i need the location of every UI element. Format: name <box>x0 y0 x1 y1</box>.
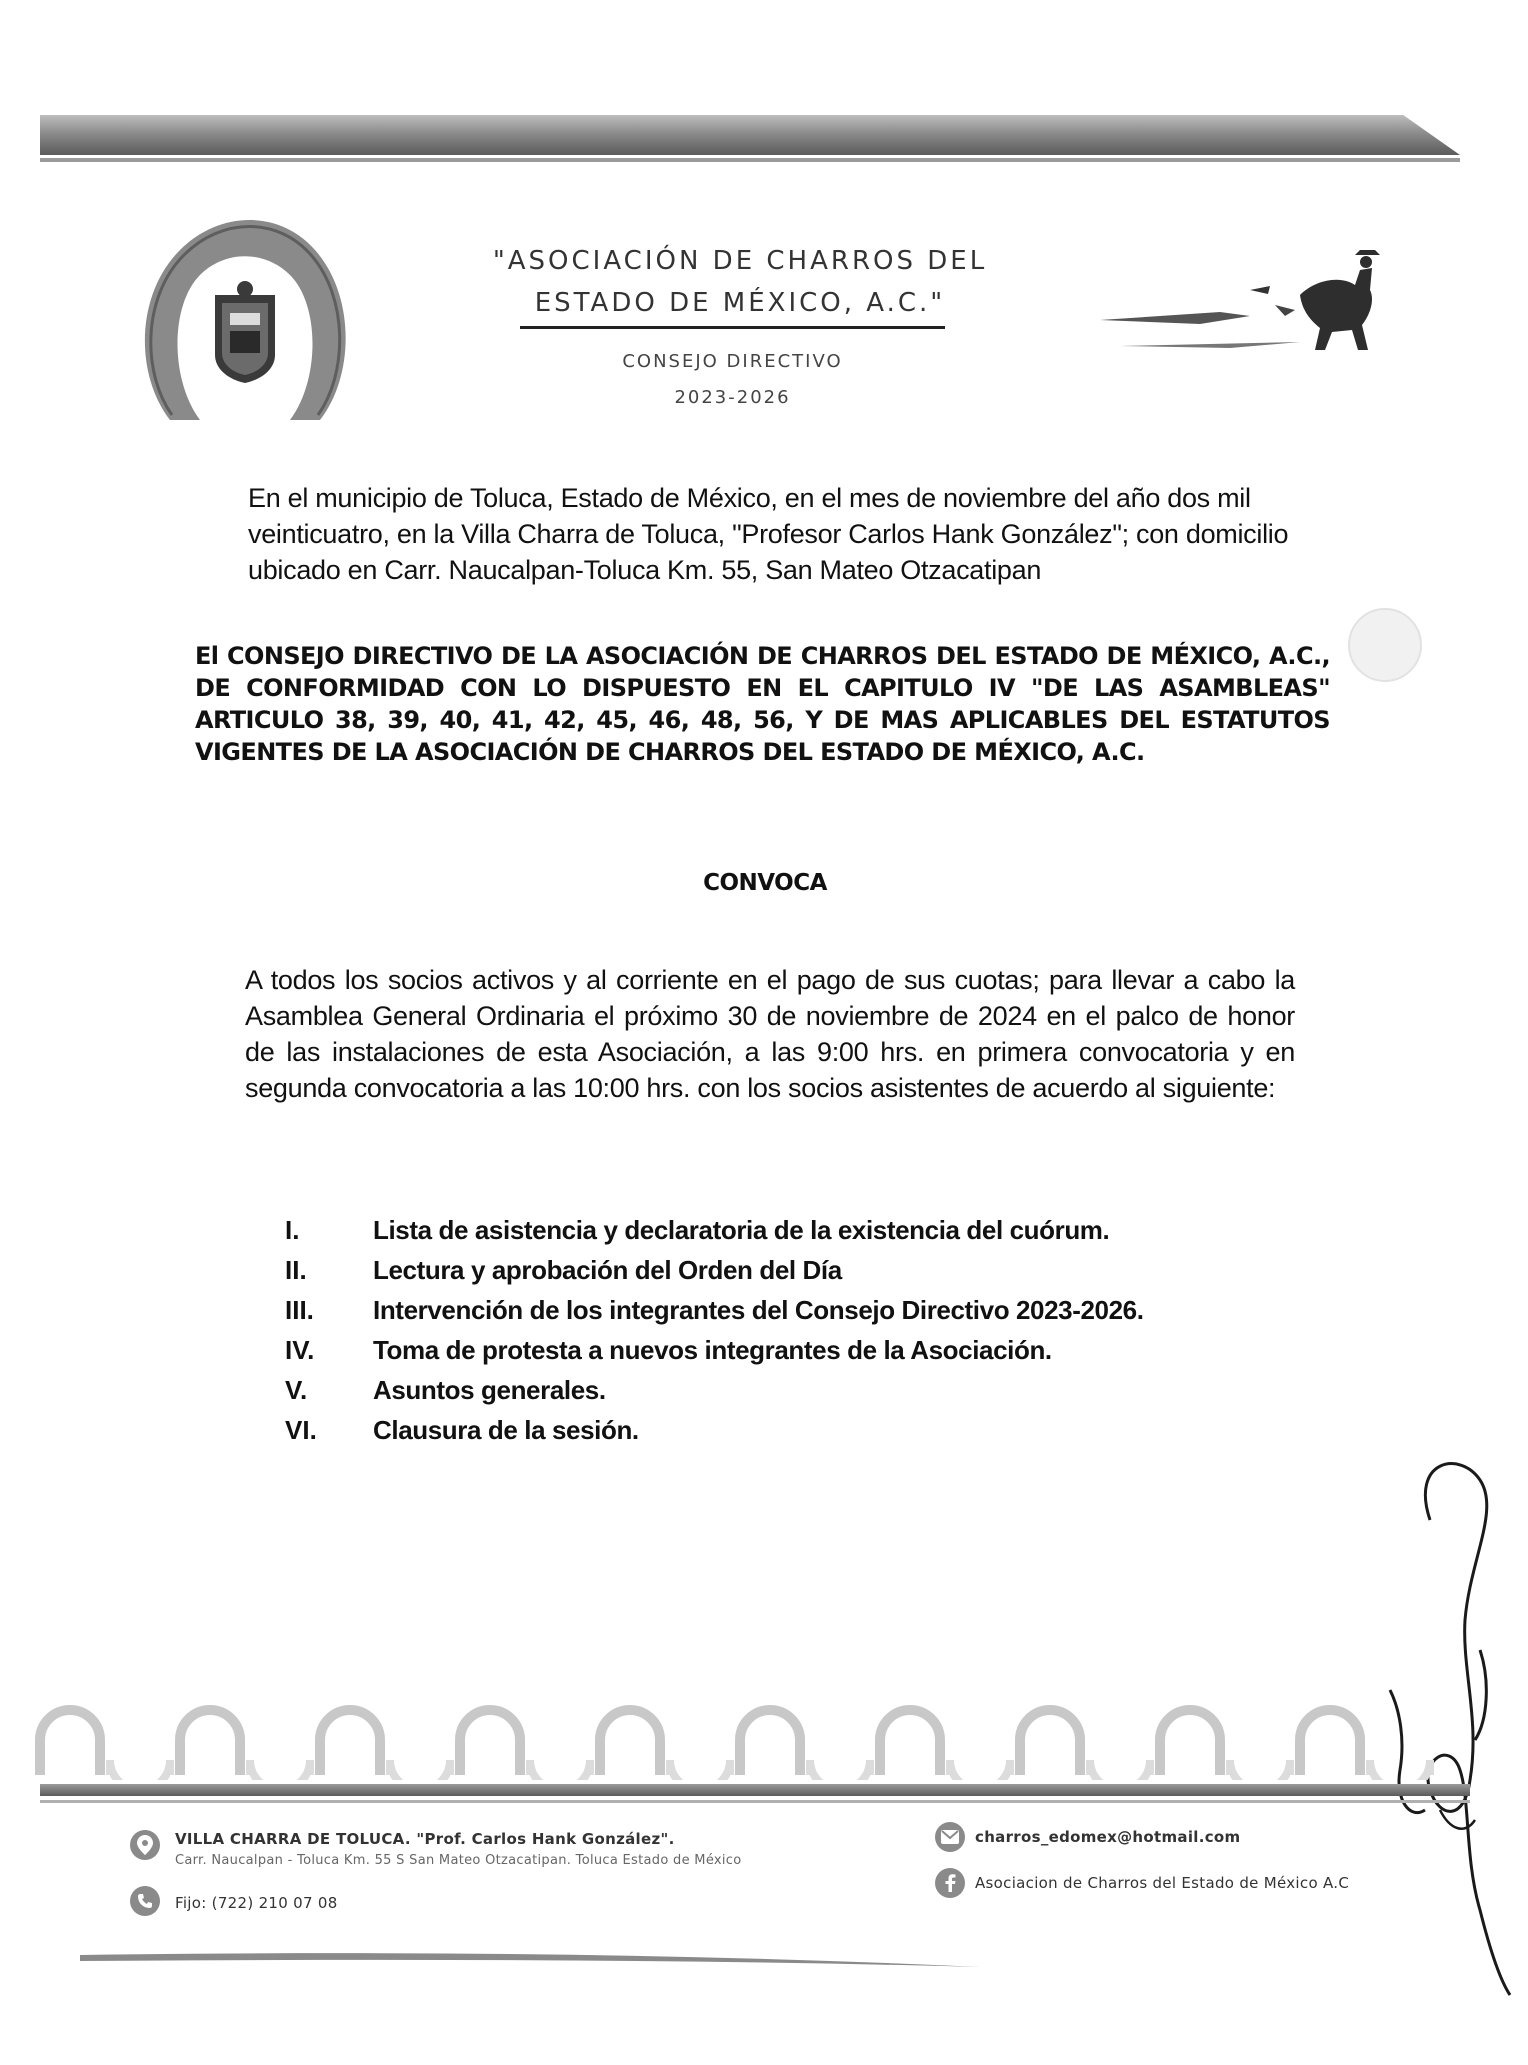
phone-icon <box>130 1886 160 1916</box>
agenda-text: Lectura y aprobación del Orden del Día <box>373 1254 842 1285</box>
organization-title <box>420 240 1060 324</box>
location-pin-icon <box>130 1830 160 1860</box>
council-label: CONSEJO DIRECTIVO <box>622 351 843 372</box>
agenda-item <box>285 1210 1285 1250</box>
footer-facebook[interactable]: Asociacion de Charros del Estado de México A.C <box>975 1874 1350 1892</box>
agenda-number: II. <box>285 1254 307 1285</box>
header-divider <box>520 326 945 329</box>
agenda-number: I. <box>285 1214 300 1245</box>
call-paragraph: A todos los socios activos y al corriente en el pago de sus cuotas; para llevar a cabo la Asamblea General Ordinaria el próximo 30 de noviembre de 2024 en el palco de honor de las instalaciones de esta Asociación, a las 9:00 hrs. en primera convocatoria y en segunda convocatoria a las 10:00 hrs. con los socios asistentes de acuerdo al siguiente: <box>245 965 1295 1103</box>
convoca-heading: CONVOCA <box>703 870 827 896</box>
agenda-number: VI. <box>285 1414 317 1445</box>
organization-title-line1: "ASOCIACIÓN DE CHARROS DEL <box>492 246 988 276</box>
agenda-item <box>285 1250 1285 1290</box>
seal-stamp <box>1345 605 1425 685</box>
facebook-icon <box>935 1868 965 1898</box>
agenda-item <box>285 1330 1285 1370</box>
agenda-text: Clausura de la sesión. <box>373 1414 639 1445</box>
intro-paragraph: En el municipio de Toluca, Estado de México, en el mes de noviembre del año dos mil veinticuatro, en la Villa Charra de Toluca, "Profesor Carlos Hank González"; con domicilio ubicado en Carr. Naucalpan-Toluca Km. 55, San Mateo Otzacatipan <box>248 483 1289 585</box>
charro-horse-rider-icon <box>1100 250 1400 360</box>
agenda-list <box>285 1210 1285 1450</box>
footer-address-line1: VILLA CHARRA DE TOLUCA. "Prof. Carlos Hank González". <box>175 1830 675 1848</box>
agenda-number: IV. <box>285 1334 315 1365</box>
agenda-text: Lista de asistencia y declaratoria de la existencia del cuórum. <box>373 1214 1110 1245</box>
header-subtitle <box>520 344 945 416</box>
organization-title-line2: ESTADO DE MÉXICO, A.C." <box>534 288 946 318</box>
council-statement: El CONSEJO DIRECTIVO DE LA ASOCIACIÓN DE CHARROS DEL ESTADO DE MÉXICO, A.C., DE CONFORMIDAD CON LO DISPUESTO EN EL CAPITULO IV "DE LAS ASAMBLEAS" ARTICULO 38, 39, 40, 41, 42, 45, 46, 48, 56, Y DE MAS APLICABLES DEL ESTATUTOS VIGENTES DE LA ASOCIACIÓN DE CHARROS DEL ESTADO DE MÉXICO, A.C. <box>195 642 1330 766</box>
horseshoe-emblem-icon <box>130 205 360 435</box>
footer-phone: Fijo: (722) 210 07 08 <box>175 1894 338 1912</box>
footer-address-line2: Carr. Naucalpan - Toluca Km. 55 S San Mateo Otzacatipan. Toluca Estado de México <box>175 1853 742 1868</box>
top-decorative-line <box>40 158 1460 162</box>
agenda-text: Toma de protesta a nuevos integrantes de la Asociación. <box>373 1334 1052 1365</box>
agenda-number: V. <box>285 1374 308 1405</box>
footer-decorative-band <box>40 1784 1470 1796</box>
agenda-text: Intervención de los integrantes del Consejo Directivo 2023-2026. <box>373 1294 1144 1325</box>
footer-swoosh <box>80 1935 980 1975</box>
top-decorative-band <box>40 115 1460 155</box>
agenda-item <box>285 1290 1285 1330</box>
footer-email[interactable]: charros_edomex@hotmail.com <box>975 1828 1241 1846</box>
footer-decorative-line <box>40 1800 1470 1803</box>
agenda-item <box>285 1370 1285 1410</box>
footer-arch-pattern <box>30 1700 1460 1780</box>
agenda-item <box>285 1410 1285 1450</box>
council-period: 2023-2026 <box>674 387 791 408</box>
agenda-number: III. <box>285 1294 314 1325</box>
email-icon <box>935 1822 965 1852</box>
agenda-text: Asuntos generales. <box>373 1374 606 1405</box>
